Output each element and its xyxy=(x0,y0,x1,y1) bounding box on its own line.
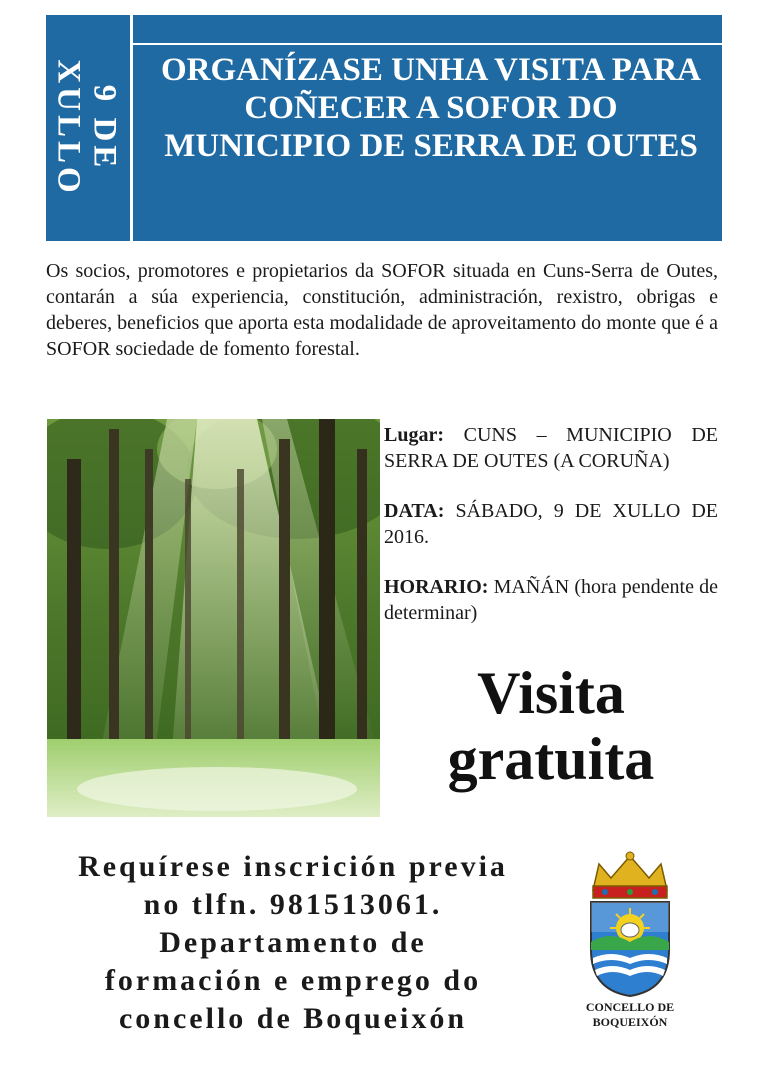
date-box xyxy=(46,15,128,241)
register-line-5: concello de Boqueixón xyxy=(118,1002,467,1035)
time-label: HORARIO: xyxy=(384,576,489,598)
date-value: SÁBADO, 9 DE XULLO DE 2016. xyxy=(384,500,718,548)
free-line-1: Visita xyxy=(477,660,625,726)
register-line-3: Departamento de xyxy=(159,926,427,959)
header-divider-vertical xyxy=(130,15,133,241)
council-line-1: CONCELLO DE xyxy=(585,1000,675,1014)
register-line-1: Requírese inscrición previa xyxy=(78,850,508,883)
header-divider-horizontal xyxy=(133,43,722,45)
council-name xyxy=(556,1000,704,1030)
coat-of-arms-icon xyxy=(585,850,675,1000)
event-details xyxy=(384,422,718,650)
register-line-4: formación e emprego do xyxy=(104,964,482,997)
place-row xyxy=(384,422,718,474)
date-label xyxy=(51,59,123,196)
forest-photo xyxy=(47,419,380,817)
time-row xyxy=(384,574,718,626)
place-value: CUNS – MUNICIPIO DE SERRA DE OUTES (A CORUÑA) xyxy=(384,424,718,472)
page-title: ORGANÍZASE UNHA VISITA PARA COÑECER A SOFOR DO MUNICIPIO DE SERRA DE OUTES xyxy=(160,52,702,164)
council-line-2: BOQUEIXÓN xyxy=(592,1015,668,1029)
date-line-2: XULLO xyxy=(51,59,88,197)
date-row xyxy=(384,498,718,550)
header-banner xyxy=(46,15,722,241)
free-line-2: gratuita xyxy=(447,726,655,792)
intro-paragraph: Os socios, promotores e propietarios da SOFOR situada en Cuns-Serra de Outes, contarán a súa experiencia, constitución, administración, rexistro, obrigas e deberes, beneficios que aporta esta modalidade de aproveitamento do monte que é a SOFOR sociedade de fomento forestal. xyxy=(46,260,718,360)
date-line-1: 9 DE xyxy=(87,84,124,172)
time-value: MAÑÁN (hora pendente de determinar) xyxy=(384,576,718,624)
free-visit-heading xyxy=(384,660,718,792)
place-label: Lugar: xyxy=(384,424,444,446)
registration-notice xyxy=(48,848,538,1038)
date-label-detail: DATA: xyxy=(384,500,445,522)
register-line-2: no tlfn. 981513061. xyxy=(143,888,443,921)
